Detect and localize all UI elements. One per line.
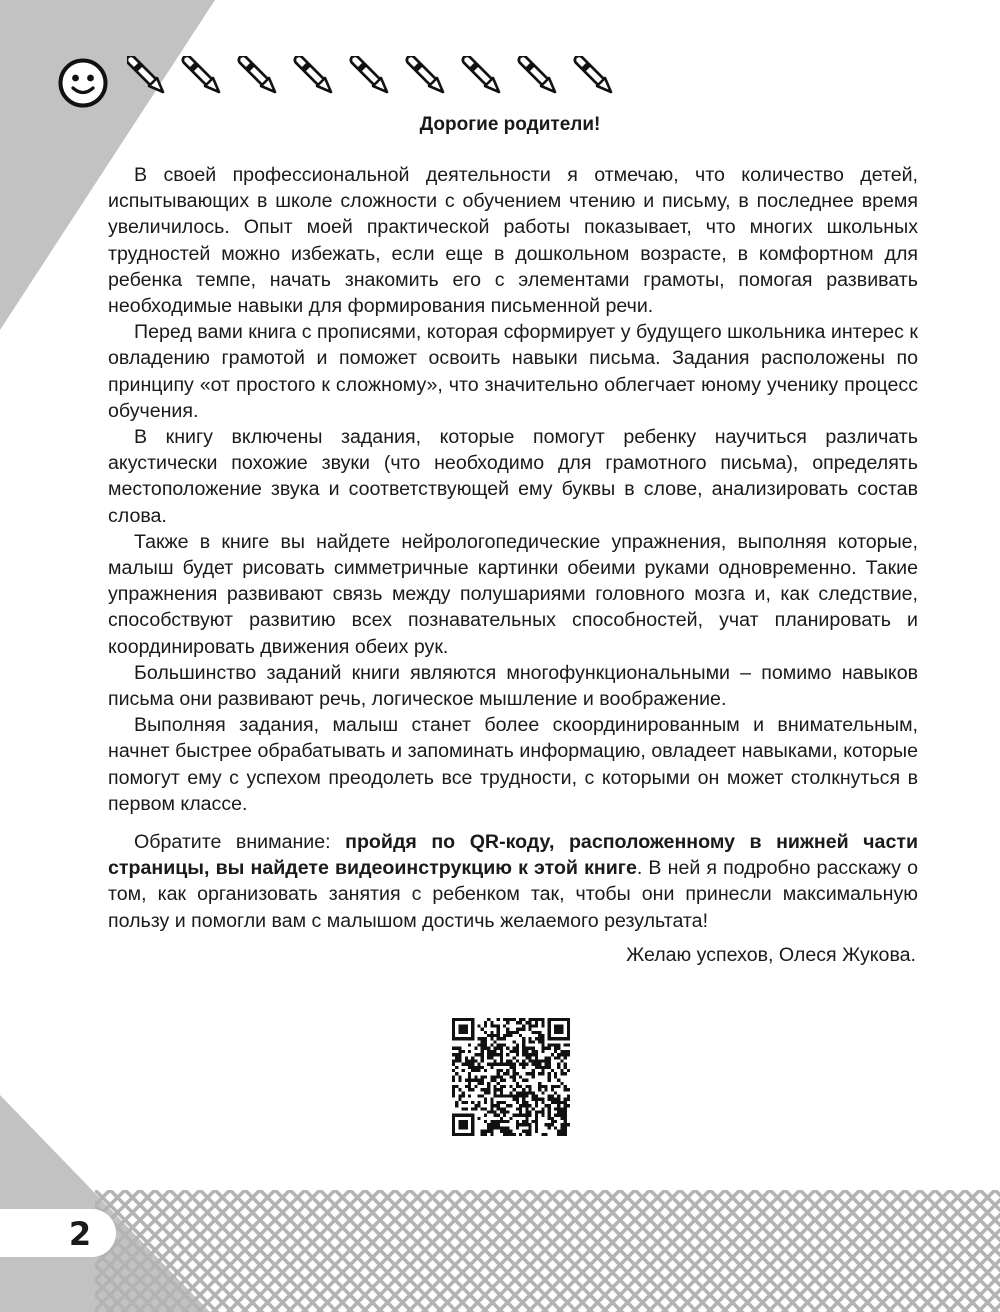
- pencil-icon: [579, 60, 612, 93]
- smiley-icon: [58, 58, 108, 108]
- attention-rest: . В ней я подробно расскажу о том, как организовать занятия с ребенком так, чтобы они принесли максимальную пользу и помогли вам с малышом достичь желаемого результата!: [108, 857, 918, 932]
- page-number: 2: [68, 1215, 92, 1253]
- attention-paragraph: [108, 829, 918, 934]
- pencil-icon: [523, 60, 556, 93]
- pencil-icon: [131, 60, 164, 93]
- pencil-icon: [243, 60, 276, 93]
- page-title: Дорогие родители!: [419, 114, 601, 135]
- paragraph: В книгу включены задания, которые помогут ребенку научиться различать акустически похожие звуки (что необходимо для грамотного письма), определять местоположение звука и соответствующей ему буквы в слове, анализировать состав слова.: [108, 426, 918, 527]
- paragraph: Перед вами книга с прописями, которая сформирует у будущего школьника интерес к овладению грамотой и поможет освоить навыки письма. Задания расположены по принципу «от простого к сложному», что значительно облегчает юному ученику процесс обучения.: [108, 321, 918, 422]
- paragraph: Также в книге вы найдете нейрологопедические упражнения, выполняя которые, малыш будет рисовать симметричные картинки обеими руками одновременно. Такие упражнения развивают связь между полушариями головного мозга и, как следствие, способствуют развитию всех познавательных способностей, учат планировать и координировать движения обеих рук.: [108, 530, 918, 658]
- attention-lead: Обратите внимание:: [134, 831, 346, 854]
- pencil-icon: [411, 60, 444, 93]
- letter-body: [108, 162, 918, 934]
- paragraph: Большинство заданий книги являются многофункциональными – помимо навыков письма они развивают речь, логическое мышление и воображение.: [108, 661, 918, 711]
- pencil-row: [127, 56, 617, 98]
- lattice-border-decoration: [95, 1190, 1000, 1312]
- pencil-icon: [299, 60, 332, 93]
- qr-code[interactable]: [452, 1018, 570, 1136]
- pencil-icon: [187, 60, 220, 93]
- pencil-icon: [467, 60, 500, 93]
- signature: Желаю успехов, Олеся Жукова.: [626, 944, 916, 966]
- pencil-icon: [355, 60, 388, 93]
- paragraph: В своей профессиональной деятельности я отмечаю, что количество детей, испытывающих в школе сложности с обучением чтению и письму, в последнее время увеличилось. Опыт моей практической работы показывает, что многих школьных трудностей можно избежать, если еще в дошкольном возрасте, в комфортном для ребенка темпе, начать знакомить его с элементами грамоты, помогая развивать необходимые навыки для формирования письменной речи.: [108, 164, 918, 318]
- attention-qr-note: пройдя по QR-коду, расположенному в нижней части страницы, вы найдете видеоинструкцию к этой книге: [108, 831, 918, 880]
- page-number-tab: [0, 1209, 116, 1257]
- paragraph: Выполняя задания, малыш станет более скоординированным и внимательным, начнет быстрее обрабатывать и запоминать информацию, овладеет навыками, которые помогут ему с успехом преодолеть все трудности, с которыми он может столкнуться в первом классе.: [108, 714, 918, 815]
